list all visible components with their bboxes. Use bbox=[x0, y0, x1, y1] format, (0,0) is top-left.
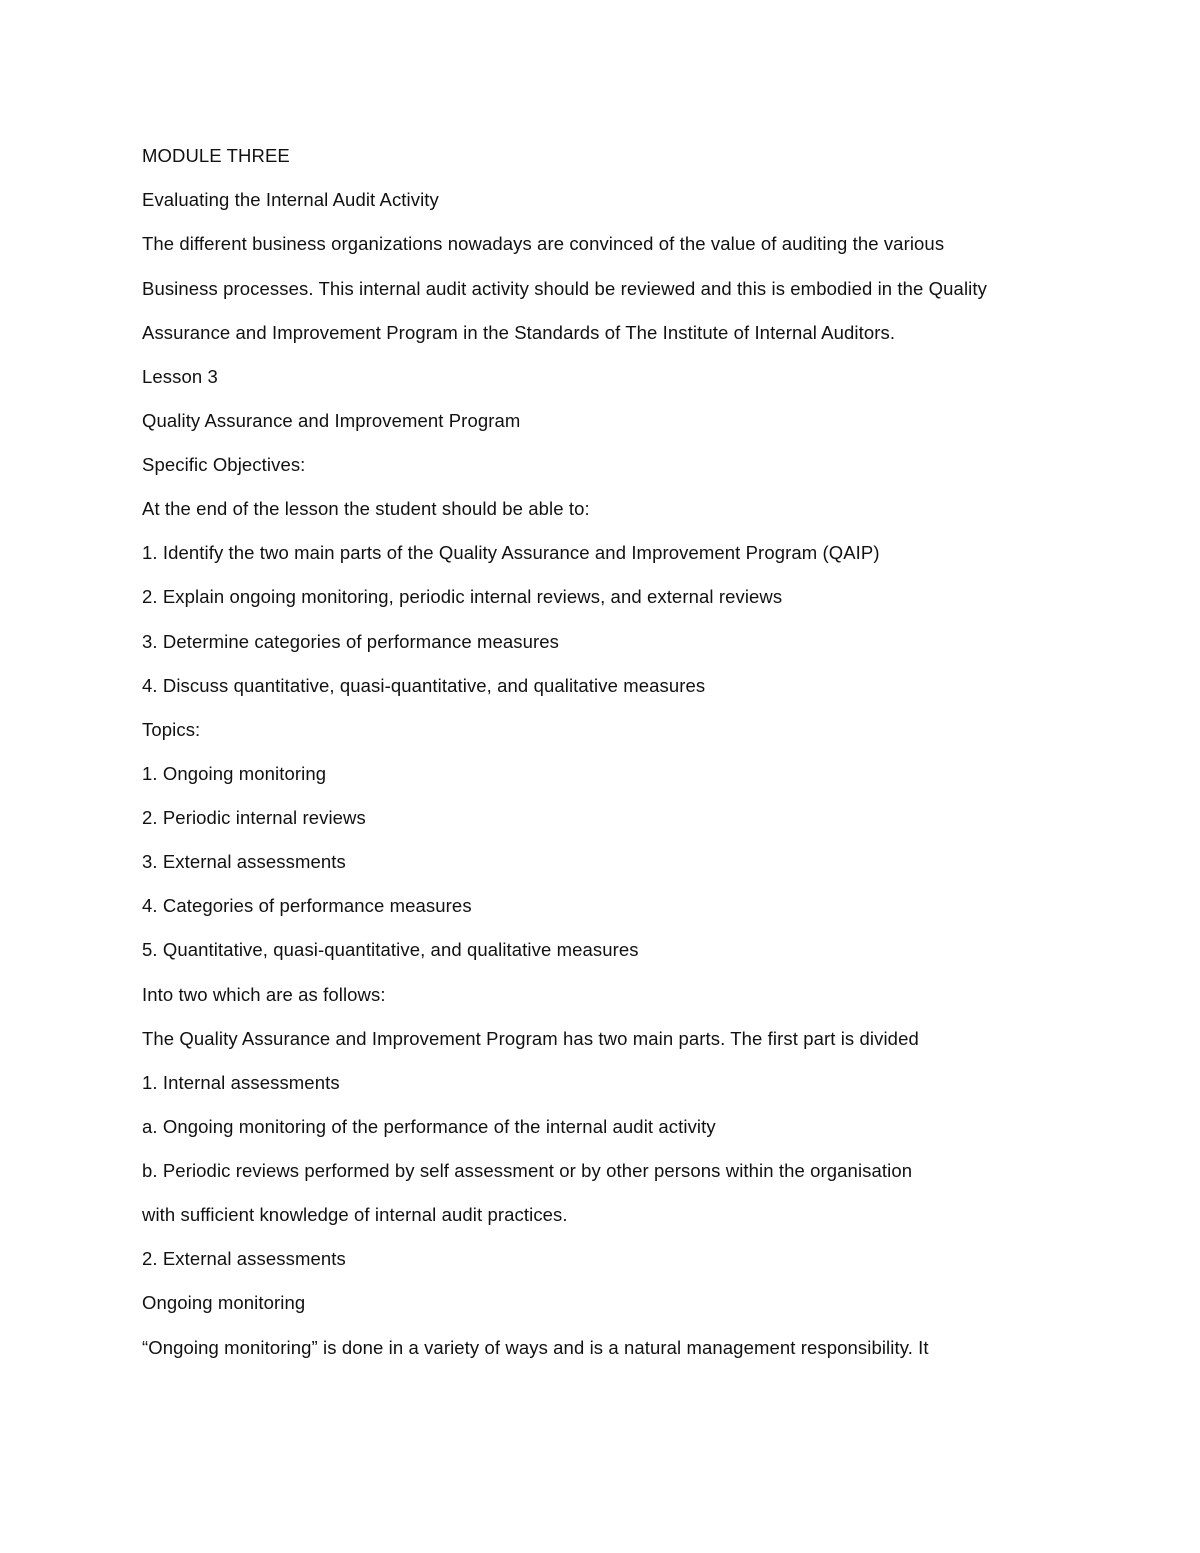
paragraph-line: Business processes. This internal audit activity should be reviewed and this is embodied in the Quality bbox=[142, 278, 987, 299]
list-item-continuation: with sufficient knowledge of internal audit practices. bbox=[142, 1204, 568, 1225]
objective-item: 1. Identify the two main parts of the Quality Assurance and Improvement Program (QAIP) bbox=[142, 542, 880, 563]
list-item: 1. Internal assessments bbox=[142, 1072, 340, 1093]
lesson-number: Lesson 3 bbox=[142, 366, 218, 387]
module-heading: MODULE THREE bbox=[142, 145, 290, 166]
paragraph-line: The different business organizations nowadays are convinced of the value of auditing the various bbox=[142, 233, 945, 254]
paragraph-line: “Ongoing monitoring” is done in a variety of ways and is a natural management responsibility. It bbox=[142, 1337, 929, 1358]
list-item: b. Periodic reviews performed by self assessment or by other persons within the organisation bbox=[142, 1160, 913, 1181]
lesson-title: Quality Assurance and Improvement Program bbox=[142, 410, 521, 431]
paragraph-line: Assurance and Improvement Program in the Standards of The Institute of Internal Auditors. bbox=[142, 322, 896, 343]
module-title: Evaluating the Internal Audit Activity bbox=[142, 189, 439, 210]
list-item: 2. External assessments bbox=[142, 1248, 346, 1269]
paragraph-line: Into two which are as follows: bbox=[142, 984, 386, 1005]
objective-item: 4. Discuss quantitative, quasi-quantitative, and qualitative measures bbox=[142, 675, 706, 696]
topic-item: 2. Periodic internal reviews bbox=[142, 807, 366, 828]
objectives-intro: At the end of the lesson the student should be able to: bbox=[142, 498, 590, 519]
paragraph-line: The Quality Assurance and Improvement Program has two main parts. The first part is divided bbox=[142, 1028, 919, 1049]
objective-item: 3. Determine categories of performance measures bbox=[142, 631, 560, 652]
list-item: a. Ongoing monitoring of the performance of the internal audit activity bbox=[142, 1116, 716, 1137]
topic-item: 4. Categories of performance measures bbox=[142, 895, 472, 916]
objectives-heading: Specific Objectives: bbox=[142, 454, 306, 475]
topic-item: 3. External assessments bbox=[142, 851, 346, 872]
objective-item: 2. Explain ongoing monitoring, periodic internal reviews, and external reviews bbox=[142, 586, 783, 607]
topic-item: 5. Quantitative, quasi-quantitative, and qualitative measures bbox=[142, 939, 639, 960]
topic-item: 1. Ongoing monitoring bbox=[142, 763, 327, 784]
section-heading: Ongoing monitoring bbox=[142, 1292, 306, 1313]
topics-heading: Topics: bbox=[142, 719, 201, 740]
